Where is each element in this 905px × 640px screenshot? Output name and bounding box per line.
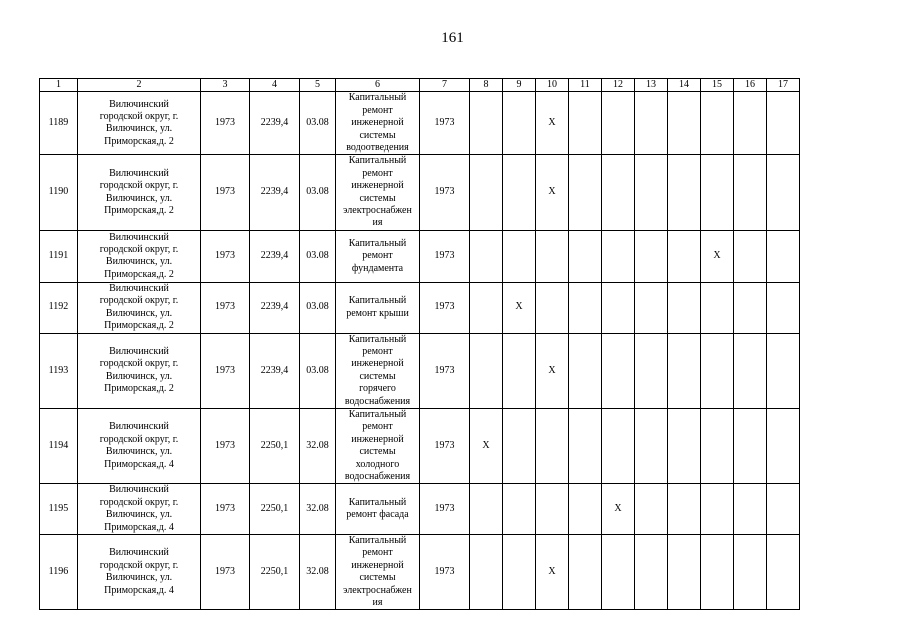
work-type-cell-line: ремонт крыши [346, 307, 409, 319]
mark-cell [470, 333, 503, 408]
mark-cell: X [701, 230, 734, 282]
code-cell: 03.08 [300, 333, 336, 408]
mark-cell [767, 535, 800, 610]
work-type-cell-line: холодного [355, 458, 400, 470]
mark-cell [536, 230, 569, 282]
address-cell-line: городской округ, г. [99, 496, 179, 508]
mark-cell [767, 92, 800, 155]
plan-year-cell: 1973 [420, 333, 470, 408]
mark-cell [602, 155, 635, 230]
address-cell-line: Приморская,д. 2 [104, 383, 174, 395]
address-cell-line: Вилючинский [109, 282, 169, 294]
address-cell [78, 408, 201, 483]
address-cell-line: Вилючинский [109, 345, 169, 357]
mark-cell [503, 484, 536, 535]
build-year-cell: 1973 [201, 408, 250, 483]
address-cell-line: Вилючинск, ул. [105, 446, 173, 458]
mark-cell: X [536, 535, 569, 610]
address-cell-line: Вилючинский [109, 231, 169, 243]
plan-year-cell: 1973 [420, 230, 470, 282]
work-type-cell-line: ремонт фасада [346, 509, 409, 521]
row-number-cell: 1194 [40, 408, 78, 483]
repair-plan-table [39, 78, 800, 610]
plan-year-cell: 1973 [420, 92, 470, 155]
mark-cell [635, 282, 668, 333]
work-type-cell-line: Капитальный [348, 237, 407, 249]
mark-cell [668, 535, 701, 610]
mark-cell [569, 333, 602, 408]
build-year-cell: 1973 [201, 484, 250, 535]
address-cell [78, 230, 201, 282]
address-cell-line: городской округ, г. [99, 180, 179, 192]
mark-cell [635, 333, 668, 408]
work-type-cell-line: водоснабжения [344, 470, 411, 482]
mark-cell [470, 484, 503, 535]
column-header: 15 [701, 79, 734, 92]
mark-cell [470, 535, 503, 610]
column-header: 16 [734, 79, 767, 92]
mark-cell [767, 333, 800, 408]
column-header: 13 [635, 79, 668, 92]
code-cell: 03.08 [300, 282, 336, 333]
work-type-cell-line: ремонт [362, 250, 393, 262]
work-type-cell-line: инженерной [351, 559, 404, 571]
mark-cell [701, 282, 734, 333]
table-row [40, 333, 800, 408]
code-cell: 32.08 [300, 484, 336, 535]
row-number-cell: 1189 [40, 92, 78, 155]
table-row [40, 282, 800, 333]
address-cell-line: Вилючинский [109, 421, 169, 433]
work-type-cell [336, 230, 420, 282]
work-type-cell-line: инженерной [351, 180, 404, 192]
mark-cell [668, 92, 701, 155]
area-cell: 2239,4 [250, 230, 300, 282]
address-cell-line: городской округ, г. [99, 243, 179, 255]
mark-cell [503, 92, 536, 155]
table-row [40, 92, 800, 155]
mark-cell [536, 282, 569, 333]
mark-cell [503, 230, 536, 282]
address-cell-line: городской округ, г. [99, 358, 179, 370]
build-year-cell: 1973 [201, 230, 250, 282]
address-cell-line: Приморская,д. 2 [104, 205, 174, 217]
plan-year-cell: 1973 [420, 535, 470, 610]
work-type-cell-line: Капитальный [348, 408, 407, 420]
mark-cell: X [503, 282, 536, 333]
address-cell-line: Вилючинский [109, 167, 169, 179]
column-header: 6 [336, 79, 420, 92]
table-row [40, 484, 800, 535]
mark-cell [536, 408, 569, 483]
table-row [40, 230, 800, 282]
column-header: 9 [503, 79, 536, 92]
column-number-row [40, 79, 800, 92]
row-number-cell: 1190 [40, 155, 78, 230]
mark-cell [602, 282, 635, 333]
work-type-cell-line: ия [372, 597, 383, 609]
mark-cell [668, 408, 701, 483]
area-cell: 2250,1 [250, 408, 300, 483]
work-type-cell-line: инженерной [351, 433, 404, 445]
mark-cell [569, 230, 602, 282]
mark-cell [701, 333, 734, 408]
row-number-cell: 1192 [40, 282, 78, 333]
work-type-cell-line: системы [359, 192, 396, 204]
mark-cell [734, 408, 767, 483]
work-type-cell-line: Капитальный [348, 333, 407, 345]
mark-cell [635, 535, 668, 610]
mark-cell [635, 92, 668, 155]
work-type-cell-line: электроснабжен [343, 205, 412, 217]
column-header: 2 [78, 79, 201, 92]
column-header: 5 [300, 79, 336, 92]
mark-cell [734, 333, 767, 408]
work-type-cell [336, 333, 420, 408]
build-year-cell: 1973 [201, 333, 250, 408]
address-cell [78, 333, 201, 408]
area-cell: 2239,4 [250, 92, 300, 155]
mark-cell [734, 155, 767, 230]
mark-cell [503, 333, 536, 408]
work-type-cell-line: ремонт [362, 345, 393, 357]
address-cell [78, 535, 201, 610]
work-type-cell-line: Капитальный [348, 92, 407, 104]
mark-cell [569, 408, 602, 483]
address-cell-line: Приморская,д. 2 [104, 135, 174, 147]
mark-cell [734, 92, 767, 155]
row-number-cell: 1191 [40, 230, 78, 282]
mark-cell [734, 535, 767, 610]
table-body [40, 92, 800, 610]
mark-cell [602, 535, 635, 610]
address-cell-line: Приморская,д. 2 [104, 268, 174, 280]
work-type-cell [336, 92, 420, 155]
work-type-cell-line: водоотведения [346, 142, 409, 154]
mark-cell [635, 230, 668, 282]
work-type-cell-line: инженерной [351, 117, 404, 129]
mark-cell [635, 155, 668, 230]
address-cell-line: Приморская,д. 4 [104, 458, 174, 470]
address-cell-line: городской округ, г. [99, 295, 179, 307]
work-type-cell-line: ия [372, 217, 383, 229]
address-cell-line: городской округ, г. [99, 559, 179, 571]
work-type-cell-line: электроснабжен [343, 584, 412, 596]
work-type-cell-line: Капитальный [348, 535, 407, 546]
column-header: 17 [767, 79, 800, 92]
address-cell-line: Приморская,д. 2 [104, 320, 174, 332]
work-type-cell-line: инженерной [351, 358, 404, 370]
work-type-cell-line: системы [359, 446, 396, 458]
mark-cell [701, 92, 734, 155]
mark-cell: X [602, 484, 635, 535]
work-type-cell-line: фундамента [351, 262, 404, 274]
mark-cell [701, 155, 734, 230]
address-cell-line: Вилючинск, ул. [105, 370, 173, 382]
work-type-cell [336, 282, 420, 333]
mark-cell [668, 484, 701, 535]
address-cell-line: Вилючинск, ул. [105, 123, 173, 135]
address-cell [78, 155, 201, 230]
mark-cell [701, 408, 734, 483]
mark-cell [668, 155, 701, 230]
work-type-cell-line: Капитальный [348, 295, 407, 307]
row-number-cell: 1196 [40, 535, 78, 610]
mark-cell [635, 408, 668, 483]
column-header: 11 [569, 79, 602, 92]
table-header [40, 79, 800, 92]
build-year-cell: 1973 [201, 282, 250, 333]
area-cell: 2239,4 [250, 333, 300, 408]
table-row [40, 155, 800, 230]
work-type-cell-line: Капитальный [348, 496, 407, 508]
work-type-cell-line: ремонт [362, 421, 393, 433]
mark-cell: X [536, 155, 569, 230]
address-cell [78, 484, 201, 535]
mark-cell [668, 333, 701, 408]
mark-cell [470, 230, 503, 282]
mark-cell [701, 535, 734, 610]
mark-cell [470, 92, 503, 155]
mark-cell [503, 535, 536, 610]
mark-cell [503, 155, 536, 230]
address-cell-line: Вилючинск, ул. [105, 572, 173, 584]
work-type-cell-line: водоснабжения [344, 395, 411, 407]
mark-cell [569, 155, 602, 230]
mark-cell [602, 408, 635, 483]
column-header: 12 [602, 79, 635, 92]
build-year-cell: 1973 [201, 535, 250, 610]
mark-cell [734, 230, 767, 282]
table-row [40, 535, 800, 610]
mark-cell [602, 333, 635, 408]
work-type-cell-line: ремонт [362, 167, 393, 179]
work-type-cell [336, 484, 420, 535]
area-cell: 2239,4 [250, 155, 300, 230]
mark-cell [569, 484, 602, 535]
mark-cell [767, 155, 800, 230]
work-type-cell [336, 155, 420, 230]
address-cell-line: Вилючинск, ул. [105, 509, 173, 521]
mark-cell [503, 408, 536, 483]
column-header: 8 [470, 79, 503, 92]
code-cell: 32.08 [300, 535, 336, 610]
code-cell: 32.08 [300, 408, 336, 483]
address-cell-line: Вилючинский [109, 98, 169, 110]
work-type-cell [336, 535, 420, 610]
mark-cell [569, 92, 602, 155]
plan-year-cell: 1973 [420, 282, 470, 333]
mark-cell [734, 282, 767, 333]
mark-cell: X [470, 408, 503, 483]
area-cell: 2250,1 [250, 535, 300, 610]
address-cell-line: городской округ, г. [99, 433, 179, 445]
address-cell-line: Приморская,д. 4 [104, 521, 174, 533]
address-cell-line: Вилючинский [109, 547, 169, 559]
mark-cell [602, 92, 635, 155]
mark-cell [767, 282, 800, 333]
plan-year-cell: 1973 [420, 155, 470, 230]
address-cell-line: Приморская,д. 4 [104, 584, 174, 596]
address-cell-line: Вилючинский [109, 484, 169, 496]
address-cell [78, 282, 201, 333]
row-number-cell: 1195 [40, 484, 78, 535]
column-header: 4 [250, 79, 300, 92]
address-cell-line: Вилючинск, ул. [105, 192, 173, 204]
work-type-cell-line: системы [359, 572, 396, 584]
work-type-cell [336, 408, 420, 483]
mark-cell [734, 484, 767, 535]
mark-cell: X [536, 92, 569, 155]
page-number: 161 [441, 30, 464, 46]
work-type-cell-line: системы [359, 370, 396, 382]
address-cell-line: Вилючинск, ул. [105, 256, 173, 268]
work-type-cell-line: ремонт [362, 547, 393, 559]
mark-cell [767, 230, 800, 282]
address-cell-line: городской округ, г. [99, 111, 179, 123]
code-cell: 03.08 [300, 155, 336, 230]
mark-cell [668, 282, 701, 333]
column-header: 7 [420, 79, 470, 92]
table-row [40, 408, 800, 483]
plan-year-cell: 1973 [420, 484, 470, 535]
build-year-cell: 1973 [201, 92, 250, 155]
mark-cell [701, 484, 734, 535]
area-cell: 2239,4 [250, 282, 300, 333]
code-cell: 03.08 [300, 92, 336, 155]
address-cell [78, 92, 201, 155]
mark-cell [767, 484, 800, 535]
mark-cell [668, 230, 701, 282]
mark-cell [569, 282, 602, 333]
mark-cell [569, 535, 602, 610]
row-number-cell: 1193 [40, 333, 78, 408]
work-type-cell-line: горячего [359, 383, 396, 395]
column-header: 3 [201, 79, 250, 92]
column-header: 10 [536, 79, 569, 92]
area-cell: 2250,1 [250, 484, 300, 535]
mark-cell: X [536, 333, 569, 408]
build-year-cell: 1973 [201, 155, 250, 230]
work-type-cell-line: ремонт [362, 104, 393, 116]
mark-cell [536, 484, 569, 535]
mark-cell [470, 155, 503, 230]
mark-cell [470, 282, 503, 333]
address-cell-line: Вилючинск, ул. [105, 307, 173, 319]
plan-year-cell: 1973 [420, 408, 470, 483]
code-cell: 03.08 [300, 230, 336, 282]
mark-cell [767, 408, 800, 483]
work-type-cell-line: системы [359, 129, 396, 141]
mark-cell [635, 484, 668, 535]
column-header: 1 [40, 79, 78, 92]
work-type-cell-line: Капитальный [348, 155, 407, 167]
mark-cell [602, 230, 635, 282]
column-header: 14 [668, 79, 701, 92]
